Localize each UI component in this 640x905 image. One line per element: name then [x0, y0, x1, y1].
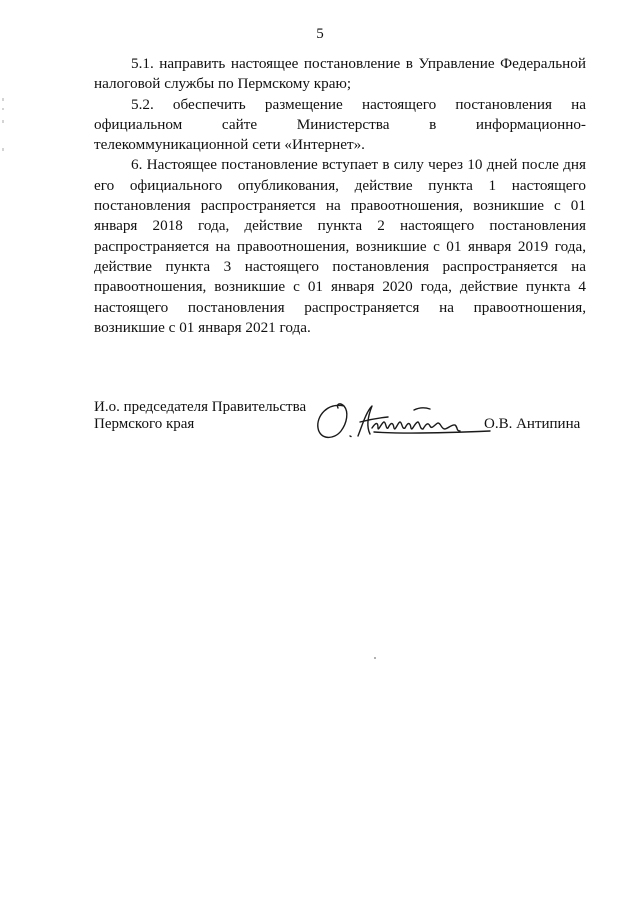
margin-scan-marks	[2, 98, 6, 158]
signatory-title-line1: И.о. председателя Правительства	[94, 399, 307, 415]
signatory-name: О.В. Антипина	[484, 416, 581, 432]
signatory-title	[94, 399, 306, 432]
scan-speck	[374, 657, 376, 659]
signatory-title-line2: Пермского края	[94, 415, 195, 432]
paragraph-6: 6. Настоящее постановление вступает в силу через 10 дней после дня его официального опубликования, действие пункта 1 настоящего постановления распространяется на правоотношения, возникшие с 01 января 2018 года, действие пункта 2 настоящего постановления распространяется на правоотношения, возникшие с 01 января 2019 года, действие пункта 3 настоящего постановления распространяется на правоотношения, возникшие с 01 января 2020 года, действие пункта 4 настоящего постановления распространяется на правоотношения, возникшие с 01 января 2021 года.	[94, 156, 586, 336]
paragraph-5-1: 5.1. направить настоящее постановление в Управление Федеральной налоговой службы по Пермскому краю;	[94, 55, 586, 93]
page-number: 5	[316, 26, 324, 42]
paragraph-5-2: 5.2. обеспечить размещение настоящего постановления на официальном сайте Министерства в информационно-телекоммуникационной сети «Интернет».	[94, 95, 586, 154]
document-body	[94, 54, 586, 338]
handwritten-signature	[314, 398, 492, 444]
